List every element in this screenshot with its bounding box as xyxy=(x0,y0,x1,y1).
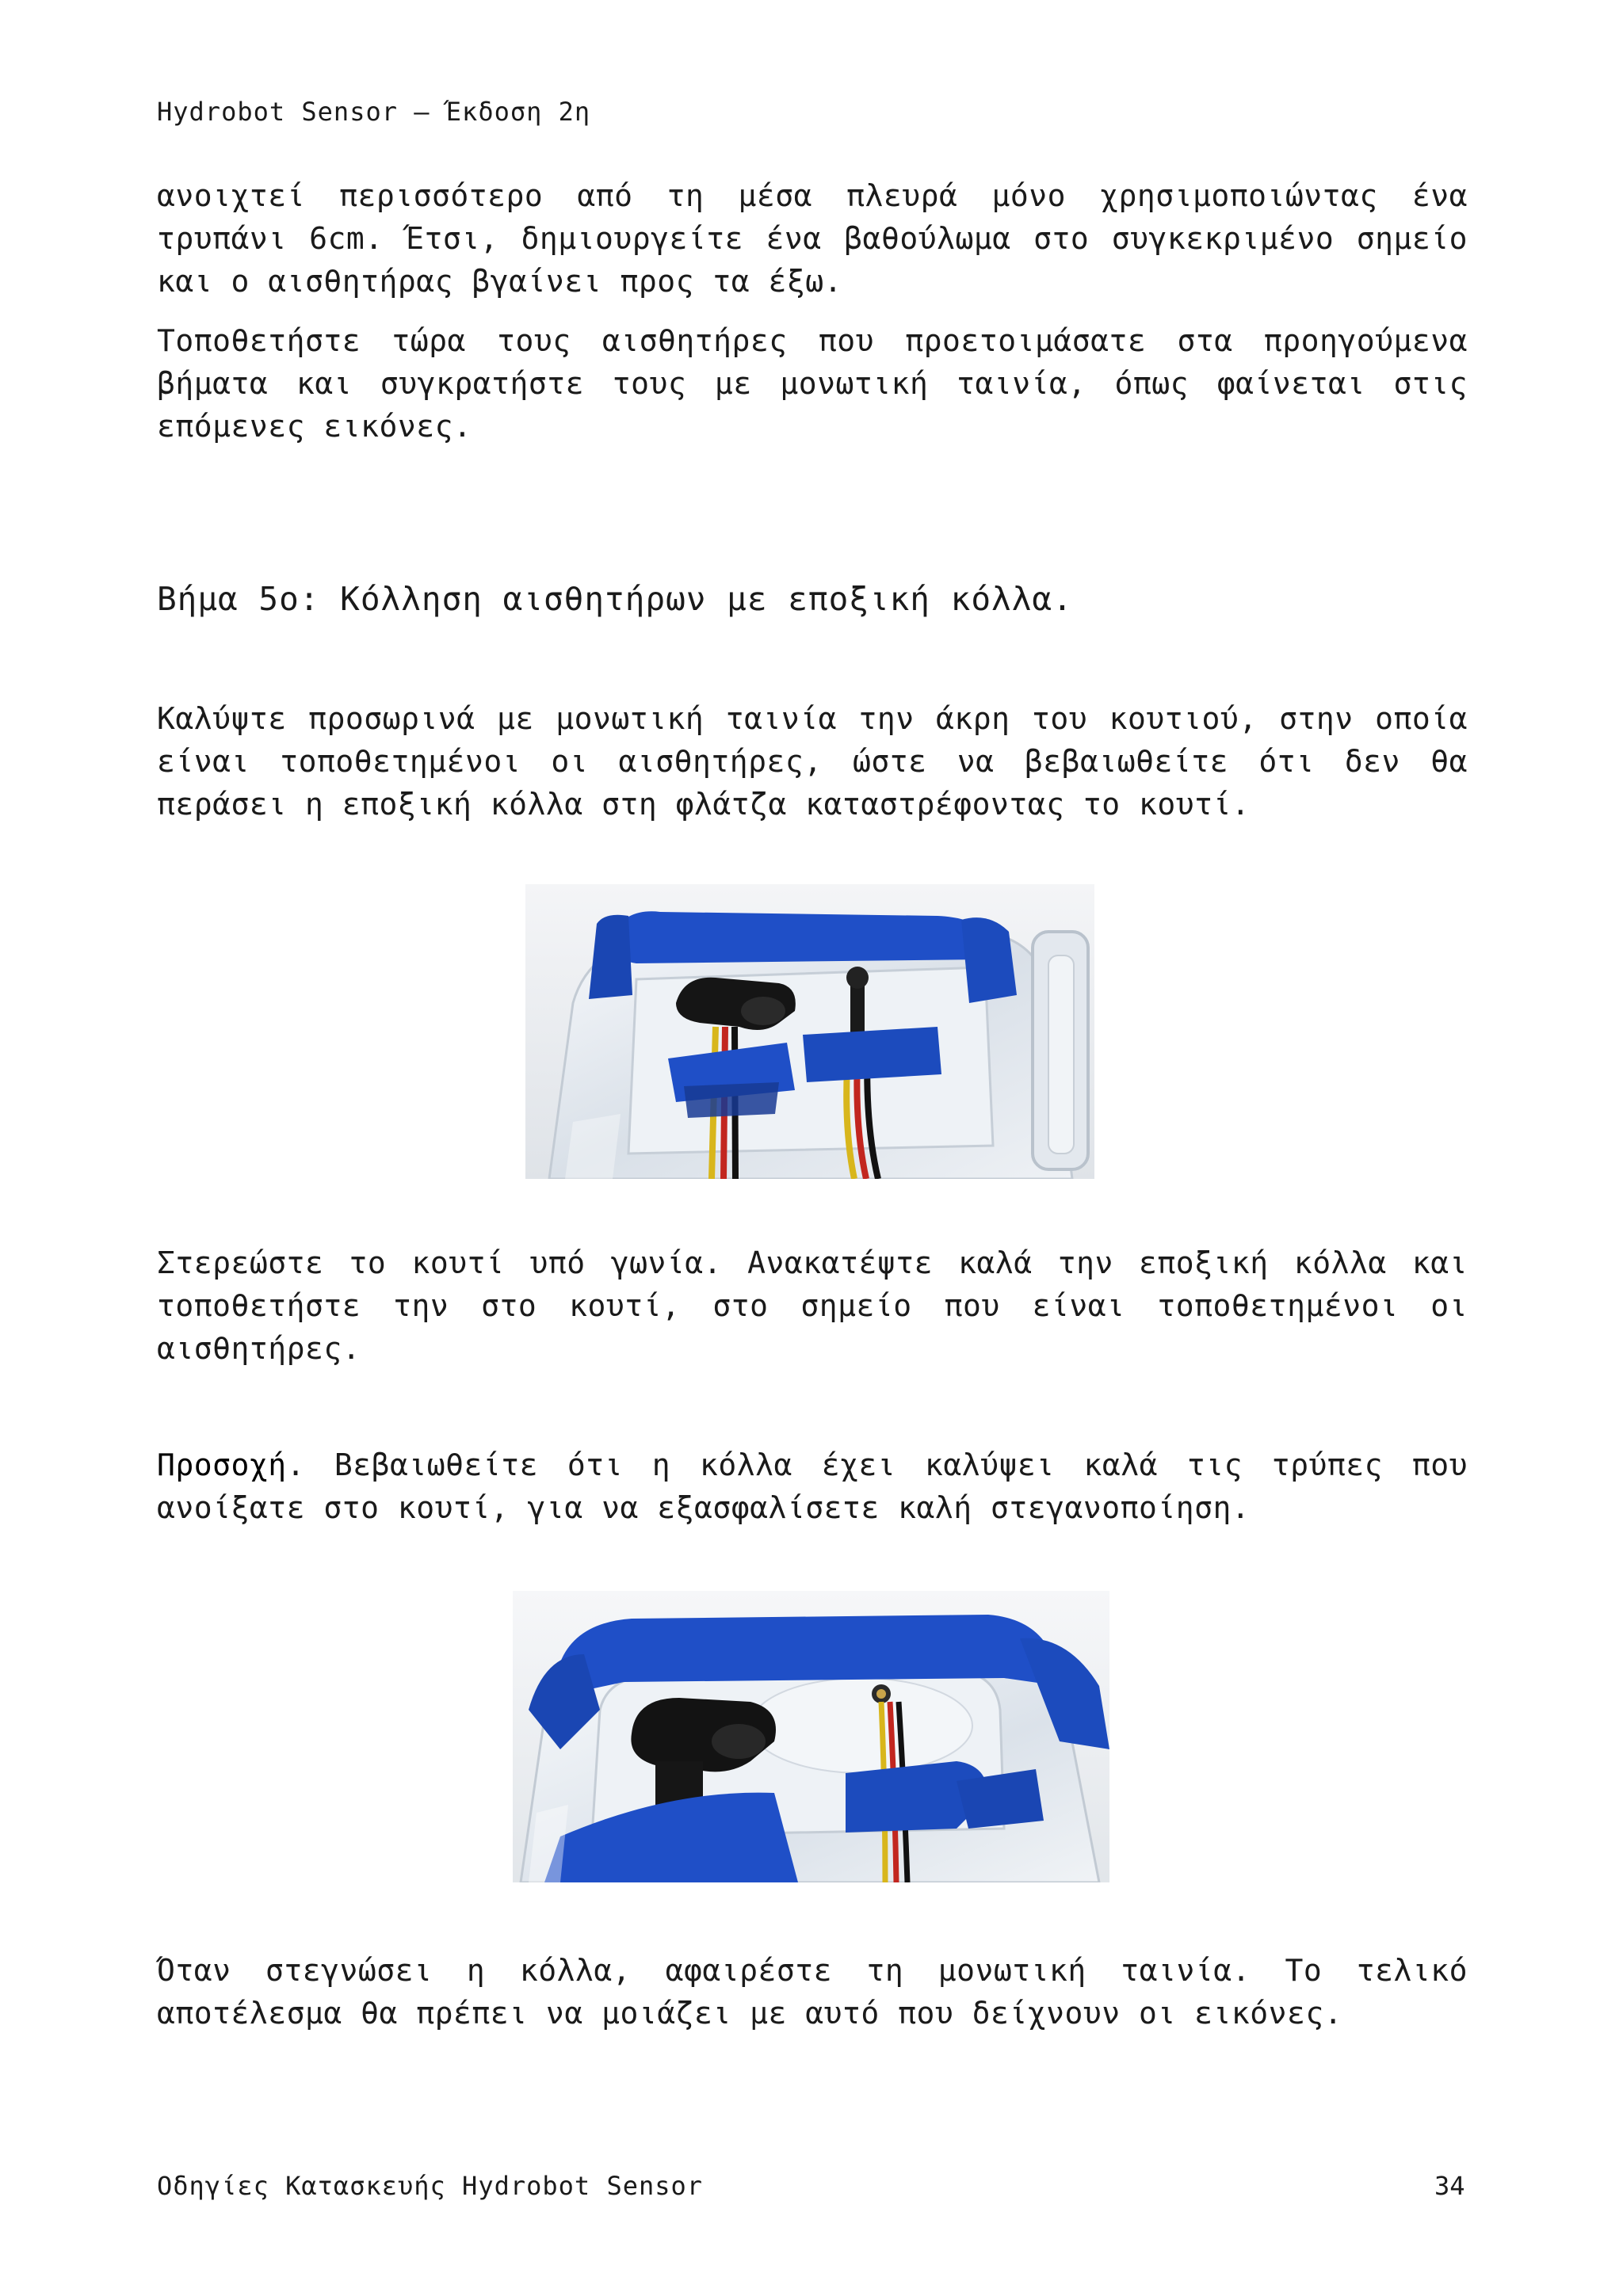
warning-label: Προσοχή xyxy=(157,1447,287,1482)
paragraph-final-result: Όταν στεγνώσει η κόλλα, αφαιρέστε τη μονωτική ταινία. Το τελικό αποτέλεσμα θα πρέπει να μοιάζει με αυτό που δείχνουν οι εικόνες. xyxy=(157,1953,1468,2031)
photo-taped-sensors-illustration xyxy=(525,884,1094,1179)
footer-document-title: Οδηγίες Κατασκευής Hydrobot Sensor xyxy=(157,2171,704,2201)
paragraph-drill: ανοιχτεί περισσότερο από τη μέσα πλευρά μόνο χρησιμοποιώντας ένα τρυπάνι 6cm. Έτσι, δημιουργείτε ένα βαθούλωμα στο συγκεκριμένο σημείο και ο αισθητήρας βγαίνει προς τα έξω. xyxy=(157,178,1468,299)
step-5-heading-text: Βήμα 5ο: Κόλληση αισθητήρων με εποξική κόλλα. xyxy=(157,580,1073,618)
step-5-heading xyxy=(157,580,1073,618)
paragraph-mix-epoxy: Στερεώστε το κουτί υπό γωνία. Ανακατέψτε καλά την εποξική κόλλα και τοποθετήστε την στο κουτί, στο σημείο που είναι τοποθετημένοι οι αισθητήρες. xyxy=(157,1245,1468,1366)
photo-epoxy-applied-illustration xyxy=(513,1591,1109,1882)
tape-top xyxy=(611,911,981,963)
paragraph-cover-tape: Καλύψτε προσωρινά με μονωτική ταινία την άκρη του κουτιού, στην οποία είναι τοποθετημένοι οι αισθητήρες, ώστε να βεβαιωθείτε ότι δεν θα περάσει η εποξική κόλλα στη φλάτζα καταστρέφοντας το κουτί. xyxy=(157,701,1468,822)
photo-taped-sensors xyxy=(525,884,1094,1179)
paragraph-place-sensors: Τοποθετήστε τώρα τους αισθητήρες που προετοιμάσατε στα προηγούμενα βήματα και συγκρατήστε τους με μονωτική ταινία, όπως φαίνεται στις επόμενες εικόνες. xyxy=(157,323,1468,444)
photo-epoxy-applied xyxy=(513,1591,1109,1882)
running-header: Hydrobot Sensor – Έκδοση 2η xyxy=(157,97,591,127)
warning-text: . Βεβαιωθείτε ότι η κόλλα έχει καλύψει καλά τις τρύπες που ανοίξατε στο κουτί, για να εξασφαλίσετε καλή στεγανοποίηση. xyxy=(157,1447,1468,1525)
paragraph-warning xyxy=(157,1444,1468,1529)
page-number: 34 xyxy=(1434,2171,1465,2201)
